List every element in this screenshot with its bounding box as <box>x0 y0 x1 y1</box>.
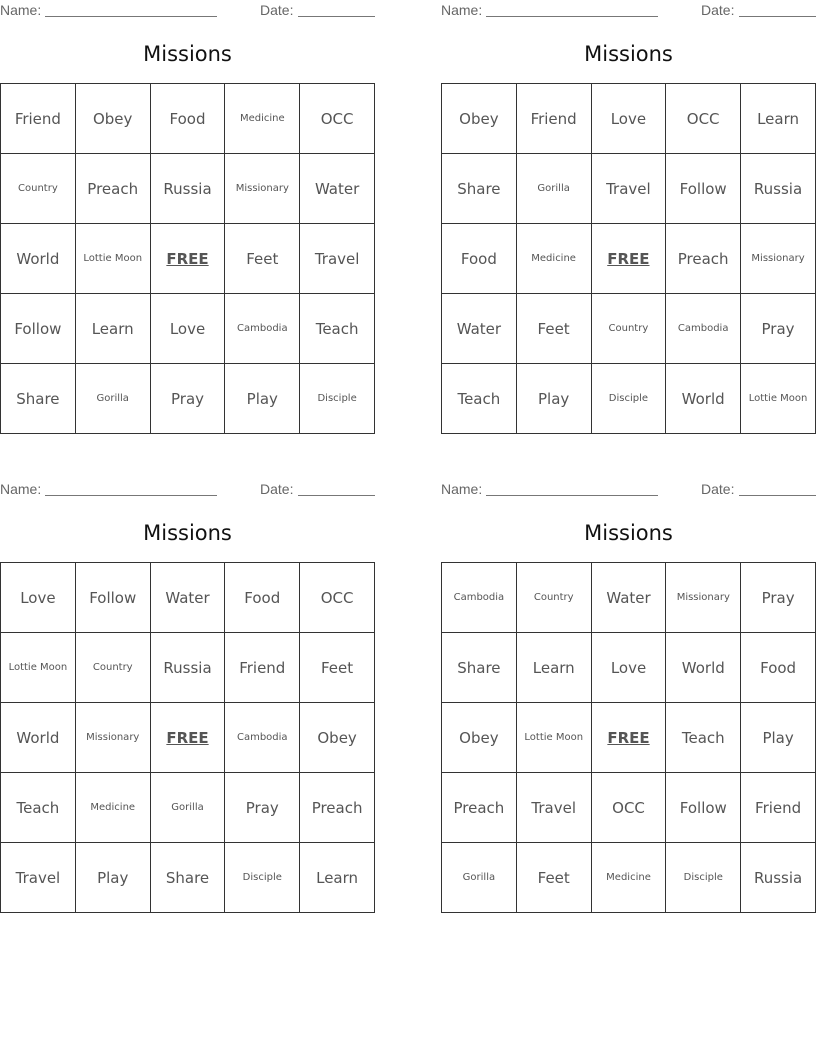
bingo-cell: Pray <box>150 364 225 434</box>
bingo-cell: World <box>666 633 741 703</box>
bingo-cell: Country <box>516 563 591 633</box>
bingo-cell: World <box>1 224 76 294</box>
name-label: Name: <box>441 481 483 497</box>
bingo-cell: Missionary <box>666 563 741 633</box>
bingo-cell: Disciple <box>591 364 666 434</box>
bingo-cell: Disciple <box>225 843 300 913</box>
bingo-cell: Gorilla <box>150 773 225 843</box>
grid-row <box>442 84 816 154</box>
bingo-cell: Friend <box>1 84 76 154</box>
bingo-cell: Share <box>442 154 517 224</box>
bingo-grid <box>441 562 816 913</box>
bingo-cell: Obey <box>300 703 375 773</box>
bingo-cell: Preach <box>75 154 150 224</box>
grid-row <box>1 364 375 434</box>
bingo-cell: Travel <box>516 773 591 843</box>
free-space-cell: FREE <box>591 703 666 773</box>
bingo-cell: Preach <box>442 773 517 843</box>
bingo-cell: Pray <box>741 294 816 364</box>
grid-row <box>442 633 816 703</box>
grid-row <box>1 773 375 843</box>
name-line <box>45 495 217 496</box>
bingo-cell: Obey <box>442 703 517 773</box>
bingo-cell: OCC <box>591 773 666 843</box>
date-label: Date: <box>701 481 735 497</box>
bingo-cell: Follow <box>1 294 76 364</box>
bingo-cell: Learn <box>741 84 816 154</box>
bingo-cell: Feet <box>516 294 591 364</box>
grid-row <box>1 154 375 224</box>
bingo-cell: Follow <box>666 154 741 224</box>
bingo-cell: Cambodia <box>666 294 741 364</box>
name-label: Name: <box>0 481 42 497</box>
grid-row <box>1 294 375 364</box>
bingo-cell: Food <box>150 84 225 154</box>
bingo-cell: Play <box>741 703 816 773</box>
grid-row <box>442 563 816 633</box>
bingo-cell: Preach <box>300 773 375 843</box>
bingo-card-4 <box>441 479 816 919</box>
date-line <box>298 495 375 496</box>
bingo-cell: Country <box>591 294 666 364</box>
bingo-cell: Share <box>150 843 225 913</box>
bingo-cell: Cambodia <box>225 294 300 364</box>
bingo-cell: Love <box>150 294 225 364</box>
card-title: Missions <box>143 42 232 66</box>
date-label: Date: <box>701 2 735 18</box>
card-title: Missions <box>584 521 673 545</box>
bingo-cell: Lottie Moon <box>741 364 816 434</box>
bingo-cell: Medicine <box>591 843 666 913</box>
bingo-cell: Food <box>741 633 816 703</box>
grid-row <box>442 773 816 843</box>
bingo-cell: Play <box>75 843 150 913</box>
grid-row <box>442 703 816 773</box>
bingo-cell: Friend <box>741 773 816 843</box>
grid-row <box>1 633 375 703</box>
bingo-cell: Cambodia <box>442 563 517 633</box>
bingo-cell: Feet <box>300 633 375 703</box>
bingo-cell: Obey <box>442 84 517 154</box>
bingo-cell: Disciple <box>300 364 375 434</box>
bingo-cell: Pray <box>741 563 816 633</box>
bingo-cell: Friend <box>516 84 591 154</box>
bingo-card-2 <box>441 0 816 440</box>
bingo-cell: Lottie Moon <box>75 224 150 294</box>
name-label: Name: <box>0 2 42 18</box>
grid-row <box>1 224 375 294</box>
bingo-cell: Follow <box>75 563 150 633</box>
bingo-cell: Missionary <box>225 154 300 224</box>
bingo-cell: Preach <box>666 224 741 294</box>
bingo-cell: Gorilla <box>75 364 150 434</box>
bingo-cell: Learn <box>516 633 591 703</box>
bingo-grid <box>0 83 375 434</box>
bingo-card-3 <box>0 479 375 919</box>
free-space-cell: FREE <box>591 224 666 294</box>
bingo-cell: Friend <box>225 633 300 703</box>
bingo-cell: Russia <box>741 843 816 913</box>
bingo-cell: Teach <box>666 703 741 773</box>
bingo-cell: Medicine <box>75 773 150 843</box>
card-title: Missions <box>584 42 673 66</box>
bingo-cell: Food <box>442 224 517 294</box>
grid-row <box>1 84 375 154</box>
bingo-cell: Country <box>75 633 150 703</box>
bingo-cell: Feet <box>516 843 591 913</box>
bingo-cell: Disciple <box>666 843 741 913</box>
bingo-cell: Play <box>516 364 591 434</box>
name-date-row <box>441 479 816 501</box>
bingo-cell: Missionary <box>741 224 816 294</box>
bingo-card-1 <box>0 0 375 440</box>
bingo-cell: Water <box>442 294 517 364</box>
bingo-cell: Gorilla <box>442 843 517 913</box>
name-date-row <box>0 479 375 501</box>
bingo-cell: Cambodia <box>225 703 300 773</box>
bingo-grid <box>0 562 375 913</box>
name-line <box>45 16 217 17</box>
grid-row <box>442 224 816 294</box>
name-date-row <box>441 0 816 22</box>
name-date-row <box>0 0 375 22</box>
bingo-cell: Obey <box>75 84 150 154</box>
grid-row <box>442 154 816 224</box>
date-line <box>739 16 816 17</box>
bingo-cell: Learn <box>300 843 375 913</box>
bingo-cell: Love <box>591 633 666 703</box>
free-space-cell: FREE <box>150 224 225 294</box>
bingo-cell: Pray <box>225 773 300 843</box>
grid-row <box>1 563 375 633</box>
bingo-cell: Water <box>150 563 225 633</box>
bingo-cell: Travel <box>591 154 666 224</box>
bingo-cell: Lottie Moon <box>516 703 591 773</box>
bingo-cell: OCC <box>666 84 741 154</box>
bingo-cell: Follow <box>666 773 741 843</box>
bingo-cell: Travel <box>1 843 76 913</box>
bingo-cell: Teach <box>1 773 76 843</box>
bingo-cell: World <box>666 364 741 434</box>
bingo-cell: Feet <box>225 224 300 294</box>
grid-row <box>442 364 816 434</box>
bingo-cell: Play <box>225 364 300 434</box>
grid-row <box>442 294 816 364</box>
bingo-cell: Russia <box>741 154 816 224</box>
bingo-cell: Medicine <box>225 84 300 154</box>
bingo-cell: Share <box>1 364 76 434</box>
grid-row <box>442 843 816 913</box>
grid-row <box>1 843 375 913</box>
bingo-cell: Missionary <box>75 703 150 773</box>
bingo-cell: Love <box>591 84 666 154</box>
bingo-cell: Teach <box>300 294 375 364</box>
grid-row <box>1 703 375 773</box>
bingo-cell: Water <box>300 154 375 224</box>
bingo-cell: World <box>1 703 76 773</box>
date-label: Date: <box>260 481 294 497</box>
bingo-cell: Russia <box>150 154 225 224</box>
bingo-cell: Share <box>442 633 517 703</box>
date-line <box>298 16 375 17</box>
bingo-cell: Medicine <box>516 224 591 294</box>
name-line <box>486 16 658 17</box>
date-line <box>739 495 816 496</box>
name-line <box>486 495 658 496</box>
date-label: Date: <box>260 2 294 18</box>
bingo-cell: Love <box>1 563 76 633</box>
bingo-cell: Gorilla <box>516 154 591 224</box>
bingo-cell: Teach <box>442 364 517 434</box>
name-label: Name: <box>441 2 483 18</box>
bingo-cell: OCC <box>300 563 375 633</box>
bingo-cell: Learn <box>75 294 150 364</box>
bingo-cell: Food <box>225 563 300 633</box>
bingo-cell: Travel <box>300 224 375 294</box>
bingo-cell: Country <box>1 154 76 224</box>
bingo-cell: OCC <box>300 84 375 154</box>
bingo-cell: Water <box>591 563 666 633</box>
bingo-cell: Lottie Moon <box>1 633 76 703</box>
bingo-cell: Russia <box>150 633 225 703</box>
bingo-grid <box>441 83 816 434</box>
free-space-cell: FREE <box>150 703 225 773</box>
card-title: Missions <box>143 521 232 545</box>
